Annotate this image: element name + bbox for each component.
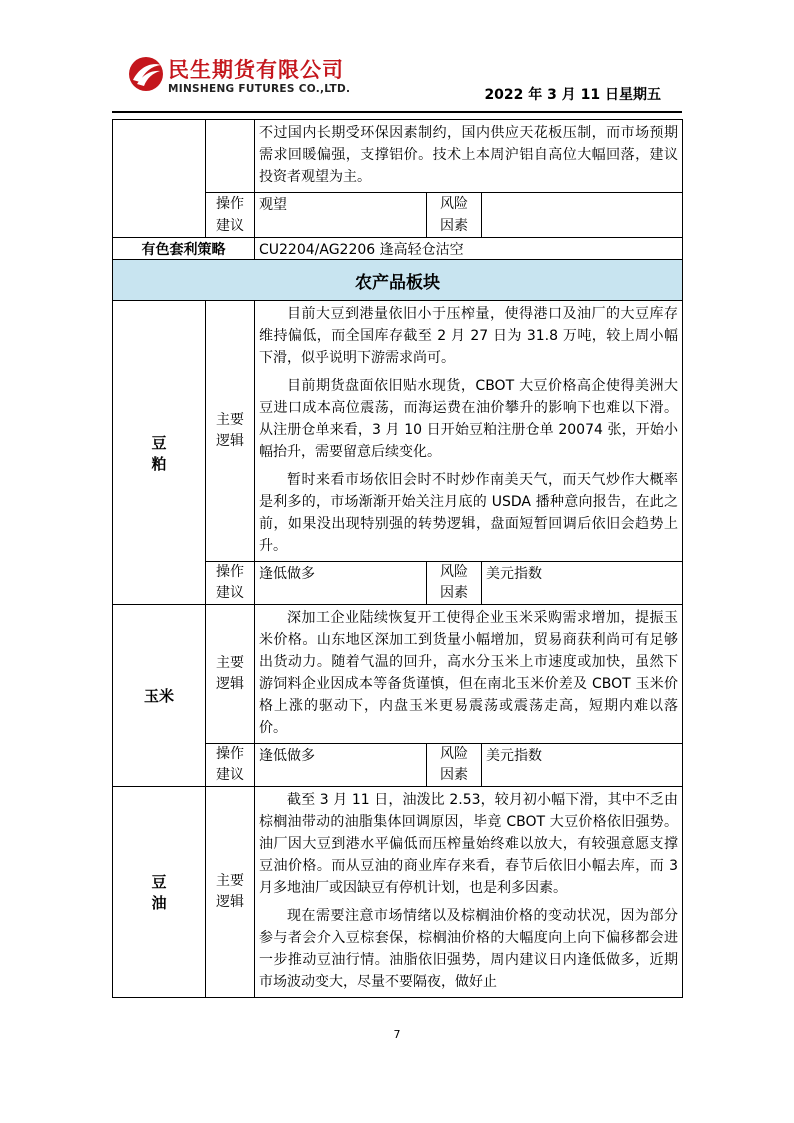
- soymeal-name: 豆 粕: [113, 301, 206, 605]
- corn-risk-label: 风险 因素: [427, 744, 482, 787]
- cont-op-label: 操作 建议: [206, 193, 255, 238]
- cont-risk-value: [482, 193, 683, 238]
- soyoil-para-2: 现在需要注意市场情绪以及棕榈油价格的变动状况，因为部分参与者会介入豆棕套保，棕榈油价格的大幅度向上向下偏移都会进一步推动豆油行情。油脂依旧强势，周内建议日内逢低做多，近期市场波动变大，尽量不要隔夜，做好止: [259, 908, 678, 990]
- cont-op-value: 观望: [255, 193, 427, 238]
- cont-logic-cell: [255, 120, 683, 193]
- table-row: [113, 787, 683, 998]
- soyoil-para-1: 截至 3 月 11 日，油泼比 2.53，较月初小幅下滑，其中不乏由棕榈油带动的油脂集体回调原因，毕竟 CBOT 大豆价格依旧强势。油厂因大豆到港水平偏低而压榨量始终难以放大，有较强意愿支撑豆油价格。而从豆油的商业库存来看，春节后依旧小幅去库，而 3 月多地油厂或因缺豆有停机计划，也是利多因素。: [259, 792, 678, 896]
- corn-para-1: 深加工企业陆续恢复开工使得企业玉米采购需求增加，提振玉米价格。山东地区深加工到货量小幅增加，贸易商获利尚可有足够出货动力。随着气温的回升，高水分玉米上市速度或加快，虽然下游饲料企业因成本等备货谨慎，但在南北玉米价差及 CBOT 玉米价格上涨的驱动下，内盘玉米更易震荡或震荡走高，短期内难以落价。: [259, 610, 678, 736]
- soymeal-para-2: 目前期货盘面依旧贴水现货，CBOT 大豆价格高企使得美洲大豆进口成本高位震荡，而海运费在油价攀升的影响下也难以下滑。从注册仓单来看，3 月 10 日开始豆粕注册仓单 20074 张，开始小幅抬升，需要留意后续变化。: [259, 378, 678, 460]
- soymeal-logic-cell: [255, 301, 683, 562]
- corn-name: 玉米: [113, 605, 206, 787]
- corn-logic-cell: [255, 605, 683, 744]
- page-number: 7: [393, 1028, 401, 1041]
- soyoil-logic-cell: [255, 787, 683, 998]
- company-name-en: MINSHENG FUTURES CO.,LTD.: [168, 83, 351, 95]
- report-date: 2022 年 3 月 11 日星期五: [484, 87, 661, 103]
- soymeal-op-label: 操作 建议: [206, 562, 255, 605]
- soymeal-para-3: 暂时来看市场依旧会时不时炒作南美天气，而天气炒作大概率是利多的，市场渐渐开始关注月底的 USDA 播种意向报告，在此之前，如果没出现特别强的转势逻辑，盘面短暂回调后依旧会趋势上升。: [259, 472, 678, 554]
- company-logo: [128, 56, 368, 102]
- soymeal-risk-value: 美元指数: [482, 562, 683, 605]
- page-header: [0, 0, 794, 115]
- soyoil-logic-label: 主要 逻辑: [206, 787, 255, 998]
- corn-op-value: 逢低做多: [255, 744, 427, 787]
- table-row: [113, 260, 683, 301]
- cont-sub-cell: [206, 120, 255, 193]
- table-row: [113, 605, 683, 744]
- strategy-label: 有色套利策略: [113, 238, 255, 260]
- header-rule: [112, 111, 682, 113]
- table-row: [113, 301, 683, 562]
- minsheng-logo-icon: [128, 56, 164, 92]
- cont-risk-label: 风险 因素: [427, 193, 482, 238]
- corn-logic-label: 主要 逻辑: [206, 605, 255, 744]
- soymeal-para-1: 目前大豆到港量依旧小于压榨量，使得港口及油厂的大豆库存维持偏低，而全国库存截至 2 月 27 日为 31.8 万吨，较上周小幅下滑，似乎说明下游需求尚可。: [259, 306, 678, 366]
- soyoil-name: 豆 油: [113, 787, 206, 998]
- cont-name-cell: [113, 120, 206, 238]
- table-row: [113, 120, 683, 193]
- company-name-cn: 民生期货有限公司: [168, 58, 344, 82]
- cont-logic-text: 不过国内长期受环保因素制约，国内供应天花板压制，而市场预期需求回暖偏强，支撑铝价。技术上本周沪铝自高位大幅回落，建议投资者观望为主。: [259, 125, 678, 185]
- corn-op-label: 操作 建议: [206, 744, 255, 787]
- corn-risk-value: 美元指数: [482, 744, 683, 787]
- strategy-table: [112, 119, 683, 998]
- soymeal-risk-label: 风险 因素: [427, 562, 482, 605]
- table-row: [113, 238, 683, 260]
- strategy-value: CU2204/AG2206 逢高轻仓沽空: [255, 238, 683, 260]
- section-title: 农产品板块: [113, 260, 683, 301]
- soymeal-logic-label: 主要 逻辑: [206, 301, 255, 562]
- soymeal-op-value: 逢低做多: [255, 562, 427, 605]
